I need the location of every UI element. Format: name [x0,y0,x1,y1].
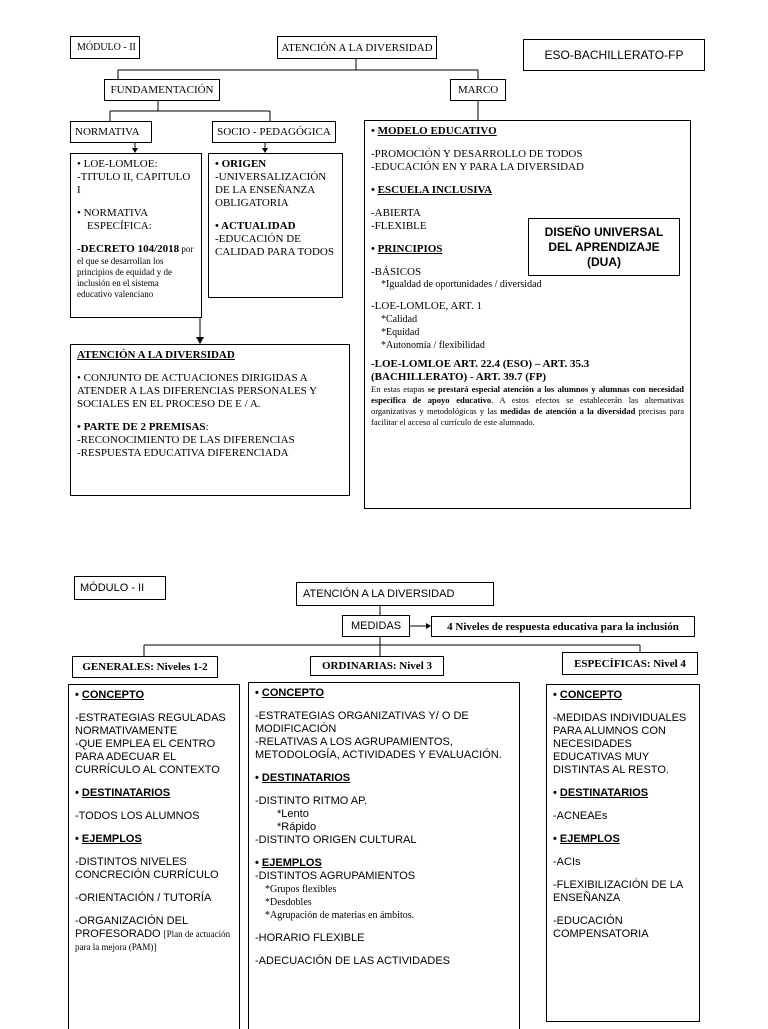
esp-ejemplo-2: -FLEXIBILIZACIÓN DE LA ENSEÑANZA [553,879,683,904]
equidad: *Equidad [381,327,420,338]
gen-ejemplo-3-small: [Plan de actuación para la mejora (PAM)] [75,929,231,952]
especificas-box: • CONCEPTO -MEDIDAS INDIVIDUALES PARA ALUMNOS CON NECESIDADES EDUCATIVAS MUY DISTINTAS AL RESTO. • DESTINATARIOS -ACNEAEs • EJEMPLOS -ACIs -FLEXIBILIZACIÓN DE LA ENSEÑANZA -EDUCACIÓN COMPENSATORIA [546,684,700,1022]
modelo-heading: MODELO EDUCATIVO [377,125,497,137]
flexible: -FLEXIBLE [371,220,427,232]
decreto-por: por [179,244,194,254]
generales-box: • CONCEPTO -ESTRATEGIAS REGULADAS NORMATIVAMENTE -QUE EMPLEA EL CENTRO PARA ADECUAR EL CURRÍCULO AL CONTEXTO • DESTINATARIOS -TODOS LOS ALUMNOS • EJEMPLOS -DISTINTOS NIVELES CONCRECIÓN CURRÍCULO -ORIENTACIÓN / TUTORÍA -ORGANIZACIÓN DEL PROFESORADO [Plan de actuación para la mejora (PAM)] [68,684,240,1029]
generales-label: GENERALES: Niveles 1-2 [72,656,218,678]
dua-box: DISEÑO UNIVERSAL DEL APRENDIZAJE (DUA) [528,218,680,276]
ord-concepto-text: -ESTRATEGIAS ORGANIZATIVAS Y/ O DE MODIFICACIÓN -RELATIVAS A LOS AGRUPAMIENTOS, METODOLOGÍA, ACTIVIDADES Y EVALUACIÓN. [255,710,502,761]
ord-ejemplo-6: -ADECUACIÓN DE LAS ACTIVIDADES [255,955,450,967]
esp-destinatarios-text: -ACNEAEs [553,810,608,822]
gen-destinatarios-text: -TODOS LOS ALUMNOS [75,810,200,822]
modelo-2: -EDUCACIÓN EN Y PARA LA DIVERSIDAD [371,161,584,173]
escuela-heading: ESCUELA INCLUSIVA [377,184,493,196]
diagram-title: ATENCIÓN A LA DIVERSIDAD [277,36,437,59]
ord-dest-1: -DISTINTO RITMO AP. [255,795,368,807]
ord-dest-3: *Rápido [277,821,317,833]
especificas-label: ESPECÍFICAS: Nivel 4 [562,652,698,675]
medidas-label: MEDIDAS [342,615,410,637]
premisa-2: -RESPUESTA EDUCATIVA DIFERENCIADA [77,447,289,459]
loe-lomloe: • LOE-LOMLOE: [77,158,158,170]
decreto-desc: el que se desarrollan los principios de equidad y de inclusión en el sistema educativo valenciano [77,256,172,299]
atencion-heading: ATENCIÓN A LA DIVERSIDAD [77,349,235,361]
ord-ejemplo-1: -DISTINTOS AGRUPAMIENTOS [255,870,416,882]
gen-ejemplos: EJEMPLOS [81,833,142,845]
decreto: -DECRETO 104/2018 [77,243,180,255]
marco-label: MARCO [450,79,506,101]
actualidad-heading: • ACTUALIDAD [215,220,296,232]
ord-ejemplo-5: -HORARIO FLEXIBLE [255,932,365,944]
especifica: ESPECÍFICA: [87,220,152,232]
normativa-box [70,153,202,318]
esp-concepto-text: -MEDIDAS INDIVIDUALES PARA ALUMNOS CON NECESIDADES EDUCATIVAS MUY DISTINTAS AL RESTO. [553,712,687,776]
titulo: -TITULO II, CAPITULO I [77,171,191,196]
ord-ejemplo-3: *Desdobles [265,897,312,908]
niveles-label: 4 Niveles de respuesta educativa para la inclusión [431,616,695,637]
articles-text: En estas etapas se prestará especial atención a los alumnos y alumnas con necesidad específica de apoyo educativo. A estos efectos se establecerán las alternativas organizativas y metodológicas y las medidas de atención a la diversidad precisas para facilitar el acceso al currículo de este alumnado. [371,384,684,427]
gen-ejemplo-3: -ORGANIZACIÓN DEL PROFESORADO [Plan de actuación para la mejora (PAM)] [75,915,231,952]
ord-dest-4: -DISTINTO ORIGEN CULTURAL [255,834,417,846]
normativa-label: NORMATIVA [70,121,152,143]
ord-concepto: CONCEPTO [261,687,325,699]
socio-label: SOCIO - PEDAGÓGICA [212,121,336,143]
abierta: -ABIERTA [371,207,421,219]
diagram-title-2: ATENCIÓN A LA DIVERSIDAD [296,582,494,606]
premisa-1: -RECONOCIMIENTO DE LAS DIFERENCIAS [77,434,295,446]
premisas-heading: • PARTE DE 2 PREMISAS [77,421,206,433]
premisas-colon: : [205,421,209,433]
ord-ejemplo-2: *Grupos flexibles [265,884,337,895]
esp-ejemplo-3: -EDUCACIÓN COMPENSATORIA [553,915,649,940]
esp-destinatarios: DESTINATARIOS [559,787,649,799]
gen-ejemplo-2: -ORIENTACIÓN / TUTORÍA [75,892,212,904]
modulo-label: MÓDULO - II [70,36,140,59]
ord-destinatarios: DESTINATARIOS [261,772,351,784]
marco-box: • MODELO EDUCATIVO -PROMOCIÓN Y DESARROLLO DE TODOS -EDUCACIÓN EN Y PARA LA DIVERSIDAD • ESCUELA INCLUSIVA -ABIERTA -FLEXIBLE • PRINCIPIOS -BÁSICOS *Igualdad de oportunidades / diversidad -LOE-LOMLOE, ART. 1 *Calidad *Equidad *Autonomía / flexibilidad -LOE-LOMLOE ART. 22.4 (ESO) – ART. 35.3 (BACHILLERATO) - ART. 39.7 (FP) En estas etapas se prestará especial atención a los alumnos y alumnas con necesidad específica de apoyo educativo. A estos efectos se establecerán las alternativas organizativas y metodológicas y las medidas de atención a la diversidad precisas para facilitar el acceso al currículo de este alumnado. [364,120,691,509]
atencion-box [70,344,350,496]
eso-label: ESO-BACHILLERATO-FP [523,39,705,71]
gen-ejemplo-1: -DISTINTOS NIVELES CONCRECIÓN CURRÍCULO [75,856,219,881]
socio-box [208,153,343,298]
normativa-especifica: • NORMATIVA [77,207,149,219]
esp-ejemplo-1: -ACIs [553,856,581,868]
loe-articles: -LOE-LOMLOE ART. 22.4 (ESO) – ART. 35.3 (BACHILLERATO) - ART. 39.7 (FP) [371,358,590,383]
basicos: -BÁSICOS [371,266,422,278]
gen-concepto-text: -ESTRATEGIAS REGULADAS NORMATIVAMENTE -QUE EMPLEA EL CENTRO PARA ADECUAR EL CURRÍCULO AL CONTEXTO [75,712,226,776]
esp-ejemplos: EJEMPLOS [559,833,620,845]
decreto-line [77,243,195,256]
origen-text: -UNIVERSALIZACIÓN DE LA ENSEÑANZA OBLIGATORIA [215,171,327,209]
modulo-label-2: MÓDULO - II [74,576,166,600]
actualidad-text: -EDUCACIÓN DE CALIDAD PARA TODOS [215,233,334,258]
ord-ejemplos: EJEMPLOS [261,857,322,869]
igualdad: *Igualdad de oportunidades / diversidad [381,279,542,290]
gen-destinatarios: DESTINATARIOS [81,787,171,799]
principios-heading: PRINCIPIOS [377,243,443,255]
ord-dest-2: *Lento [277,808,309,820]
fundamentacion-label: FUNDAMENTACIÓN [104,79,220,101]
modelo-1: -PROMOCIÓN Y DESARROLLO DE TODOS [371,148,583,160]
ordinarias-label: ORDINARIAS: Nivel 3 [310,656,444,676]
autonomia: *Autonomía / flexibilidad [381,340,485,351]
ordinarias-box: • CONCEPTO -ESTRATEGIAS ORGANIZATIVAS Y/ O DE MODIFICACIÓN -RELATIVAS A LOS AGRUPAMIENTOS, METODOLOGÍA, ACTIVIDADES Y EVALUACIÓN. • DESTINATARIOS -DISTINTO RITMO AP. *Lento *Rápido -DISTINTO ORIGEN CULTURAL • EJEMPLOS -DISTINTOS AGRUPAMIENTOS *Grupos flexibles *Desdobles *Agrupación de materias en ámbitos. -HORARIO FLEXIBLE -ADECUACIÓN DE LAS ACTIVIDADES [248,682,520,1029]
origen-heading: • ORIGEN [215,158,267,170]
esp-concepto: CONCEPTO [559,689,623,701]
loe-art1: -LOE-LOMLOE, ART. 1 [371,300,482,312]
gen-concepto: CONCEPTO [81,689,145,701]
ord-ejemplo-4: *Agrupación de materias en ámbitos. [265,910,415,921]
conjunto-text: • CONJUNTO DE ACTUACIONES DIRIGIDAS A ATENDER A LAS DIFERENCIAS PERSONALES Y SOCIALES EN EL PROCESO DE E / A. [77,372,317,410]
calidad: *Calidad [381,314,418,325]
